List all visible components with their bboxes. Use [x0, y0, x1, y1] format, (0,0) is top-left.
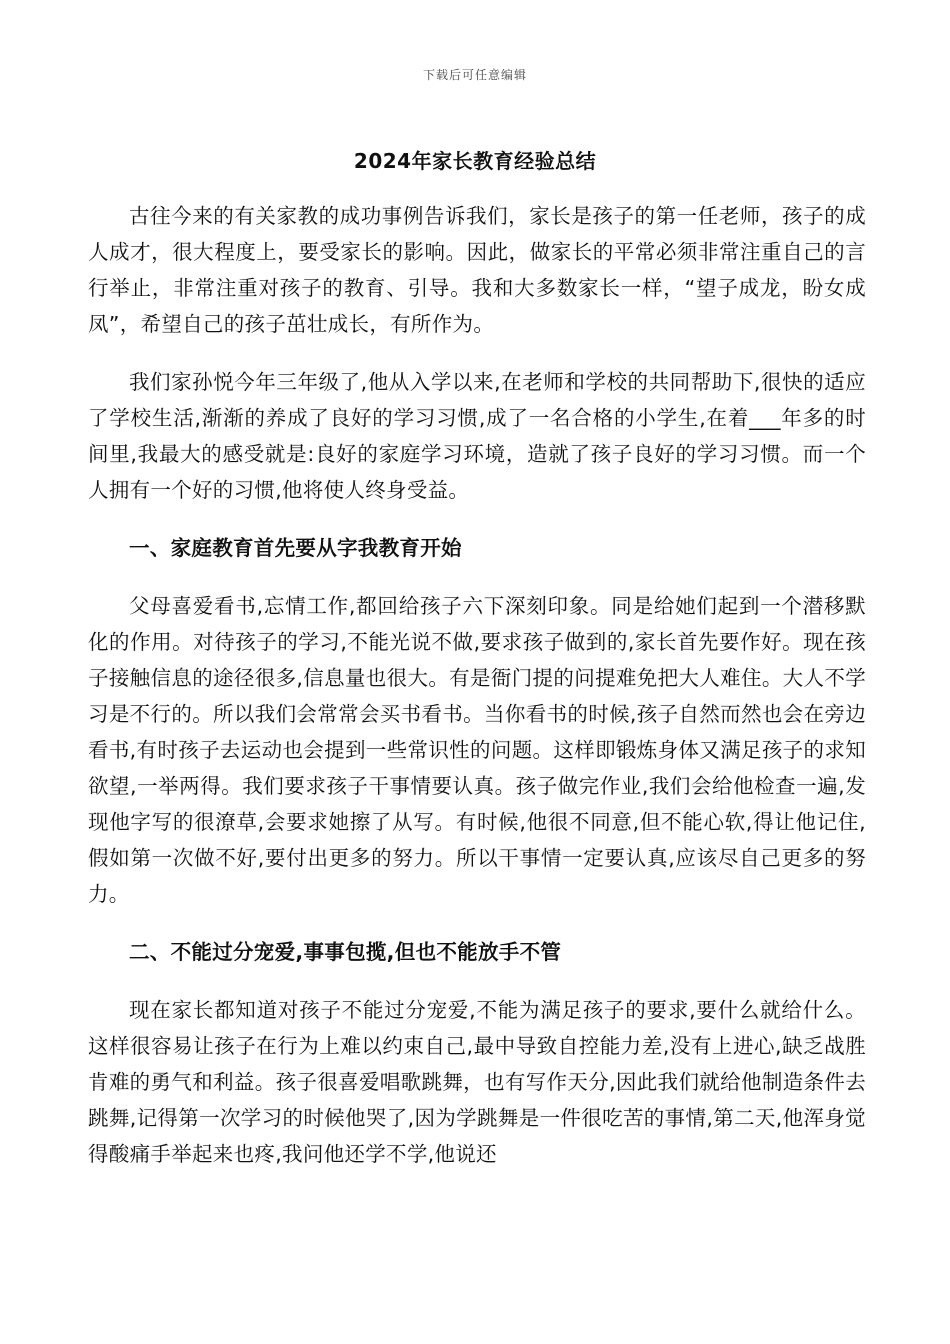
header-note: 下载后可任意编辑: [422, 68, 527, 82]
section-1-heading: 一、家庭教育首先要从字我教育开始: [129, 536, 462, 560]
section-1-paragraph: 父母喜爱看书,忘情工作,都回给孩子六下深刻印象。同是给她们起到一个潜移默化的作用。对待孩子的学习,不能光说不做,要求孩子做到的,家长首先要作好。现在孩子接触信息的途径很多,信息量也很大。有是衙门提的问提难免把大人难住。大人不学习是不行的。所以我们会常常会买书看书。当你看书的时候,孩子自然而然也会在旁边看书,有时孩子去运动也会提到一些常识性的问题。这样即锻炼身体又满足孩子的求知欲望,一举两得。我们要求孩子干事情要认真。孩子做完作业,我们会给他检查一遍,发现他字写的很潦草,会要求她擦了从写。有时候,他很不同意,但不能心软,得让他记住,假如第一次做不好,要付出更多的努力。所以干事情一定要认真,应该尽自己更多的努力。: [88, 594, 866, 906]
intro-paragraph-1: 古往今来的有关家教的成功事例告诉我们，家长是孩子的第一任老师，孩子的成人成才，很大程度上，要受家长的影响。因此，做家长的平常必须非常注重自己的言行举止，非常注重对孩子的教育、引导。我和大多数家长一样，“望子成龙，盼女成凤”，希望自己的孩子茁壮成长，有所作为。: [88, 204, 866, 336]
section-2-paragraph: 现在家长都知道对孩子不能过分宠爱,不能为满足孩子的要求,要什么就给什么。这样很容易让孩子在行为上难以约束自己,最中导致自控能力差,没有上进心,缺乏战胜肯难的勇气和利益。孩子很喜爱唱歌跳舞，也有写作天分,因此我们就给他制造条件去跳舞,记得第一次学习的时候他哭了,因为学跳舞是一件很吃苦的事情,第二天,他浑身觉得酸痛手举起来也疼,我问他还学不学,他说还: [88, 998, 866, 1166]
section-2-heading: 二、不能过分宠爱,事事包揽,但也不能放手不管: [129, 940, 562, 964]
document-body: [88, 198, 866, 1194]
page-title: 2024年家长教育经验总结: [353, 149, 597, 173]
intro-paragraph-2: 我们家孙悦今年三年级了,他从入学以来,在老师和学校的共同帮助下,很快的适应了学校生活,渐渐的养成了良好的学习习惯,成了一名合格的小学生,在着___年多的时间里,我最大的感受就是:良好的家庭学习环境，造就了孩子良好的学习习惯。而一个人拥有一个好的习惯,他将使人终身受益。: [88, 370, 866, 502]
